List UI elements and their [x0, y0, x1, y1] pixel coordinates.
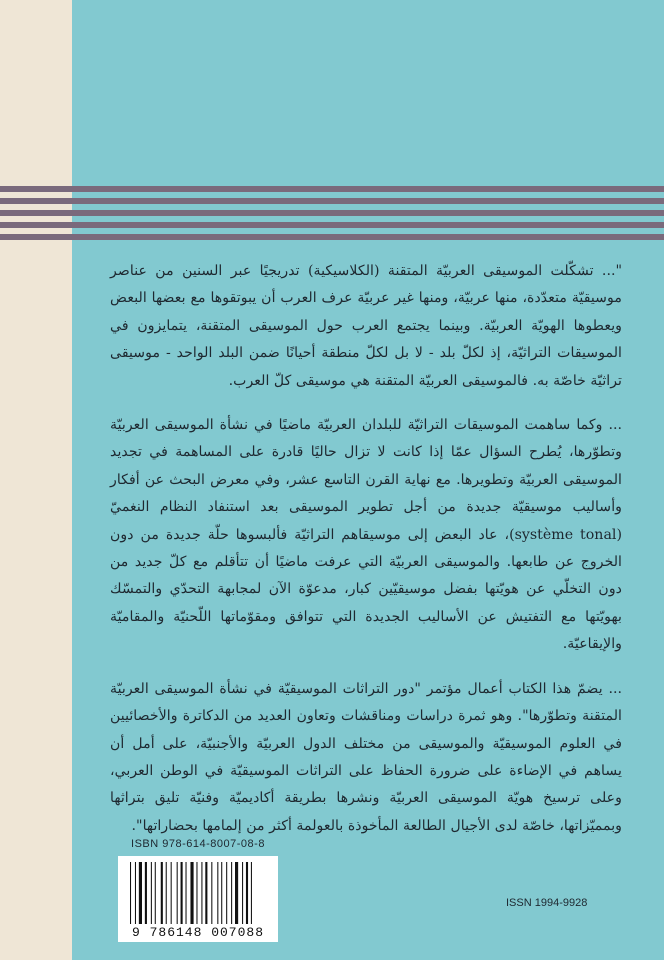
barcode-bar [171, 862, 172, 924]
barcode-bar [235, 862, 238, 924]
blurb-paragraph-1: "... تشكّلت الموسيقى العربيّة المتقنة (الكلاسيكية) تدريجيًا عبر السنين من عناصر موسيقيّة متعدّدة، منها عربيّة، ومنها غير عربيّة عرف العرب أن يبوتقوها مع بعضها البعض ويعطوها الهويّة العربيّة. وبينما يجتمع العرب حول الموسيقى المتقنة، يتمايزون في الموسيقات التراثيّة، إذ لكلّ بلد - لا بل لكلّ منطقة أحيانًا ضمن البلد الواحد - موسيقى تراثيّة خاصّة به. فالموسيقى العربيّة المتقنة هي موسيقى كلّ العرب. [110, 263, 622, 389]
barcode-bar [226, 862, 227, 924]
barcode-bar [211, 862, 212, 924]
barcode-digits: 9 786148 007088 [131, 925, 265, 940]
barcode-bar [205, 862, 207, 924]
barcode [118, 856, 278, 942]
barcode-bar [231, 862, 232, 924]
barcode-bar [145, 862, 147, 924]
barcode-bar [221, 862, 222, 924]
barcode-bar [151, 862, 152, 924]
barcode-bar [181, 862, 183, 924]
barcode-bar [217, 862, 218, 924]
barcode-bar [201, 862, 202, 924]
barcode-bar [246, 862, 248, 924]
barcode-bar [155, 862, 156, 924]
barcode-bar [166, 862, 167, 924]
barcode-bar [186, 862, 187, 924]
barcode-bars [130, 862, 270, 924]
blurb-paragraph-3: ... يضمّ هذا الكتاب أعمال مؤتمر "دور التراثات الموسيقيّة في نشأة الموسيقى العربيّة المتقنة وتطوّرها". وهو ثمرة دراسات ومناقشات وتعاون العديد من الدكاترة والأخصائيين في العلوم الموسيقيّة والموسيقى من مختلف الدول العربيّة والأجنبيّة، على أمل أن يساهم في الإضاءة على ضرورة الحفاظ على التراثات الموسيقيّة في الوطن العربي، وعلى ترسيخ هويّة الموسيقى العربيّة ونشرها بطريقة أكاديميّة وفنيّة تليق بتراثها وبمميّزاتها، خاصّة لدى الأجيال الطالعة المأخوذة بالعولمة أكثر من إلمامها بحضاراتها". [110, 680, 622, 834]
barcode-bar [135, 862, 136, 924]
barcode-bar [242, 862, 243, 924]
barcode-bar [139, 862, 142, 924]
stripe [0, 198, 664, 204]
barcode-bar [130, 862, 131, 924]
issn-label: ISSN 1994-9928 [506, 897, 588, 909]
barcode-bar [251, 862, 252, 924]
barcode-bar [196, 862, 197, 924]
stripe [0, 186, 664, 192]
barcode-bar [177, 862, 178, 924]
isbn-label: ISBN 978-614-8007-08-8 [131, 838, 265, 850]
stripe [0, 234, 664, 240]
book-spine [0, 0, 72, 960]
barcode-bar [190, 862, 193, 924]
back-cover-blurb [110, 258, 622, 857]
isbn-block [118, 838, 278, 942]
barcode-bar [161, 862, 163, 924]
blurb-paragraph-2: ... وكما ساهمت الموسيقات التراثيّة للبلدان العربيّة ماضيًا في نشأة الموسيقى العربيّة وتطوّرها، يُطرح السؤال عمّا إذا كانت لا تزال حاليًا قادرة على المساهمة في تجديد الموسيقى العربيّة وتطويرها. مع نهاية القرن التاسع عشر، وفي معرض البحث عن أفكار وأساليب موسيقيّة جديدة من أجل تطوير الموسيقى بعد استنفاد النظام النغميّ (système tonal)، عاد البعض إلى موسيقاهم التراثيّة فألبسوها حلّة جديدة من دون الخروج عن طابعها. والموسيقى العربيّة التي عرفت ماضيًا أن تتأقلم مع كلّ جديد من دون التخلّي عن هويّتها بفضل موسيقيّين كبار، مدعوّة الآن لمجابهة التحدّي والتمسّك بهويّتها مع التفتيش عن الأساليب الجديدة التي تتوافق ومقوّماتها اللّحنيّة والمقاميّة والإيقاعيّة. [110, 417, 622, 653]
stripe [0, 222, 664, 228]
decorative-stripes [0, 186, 664, 242]
stripe [0, 210, 664, 216]
